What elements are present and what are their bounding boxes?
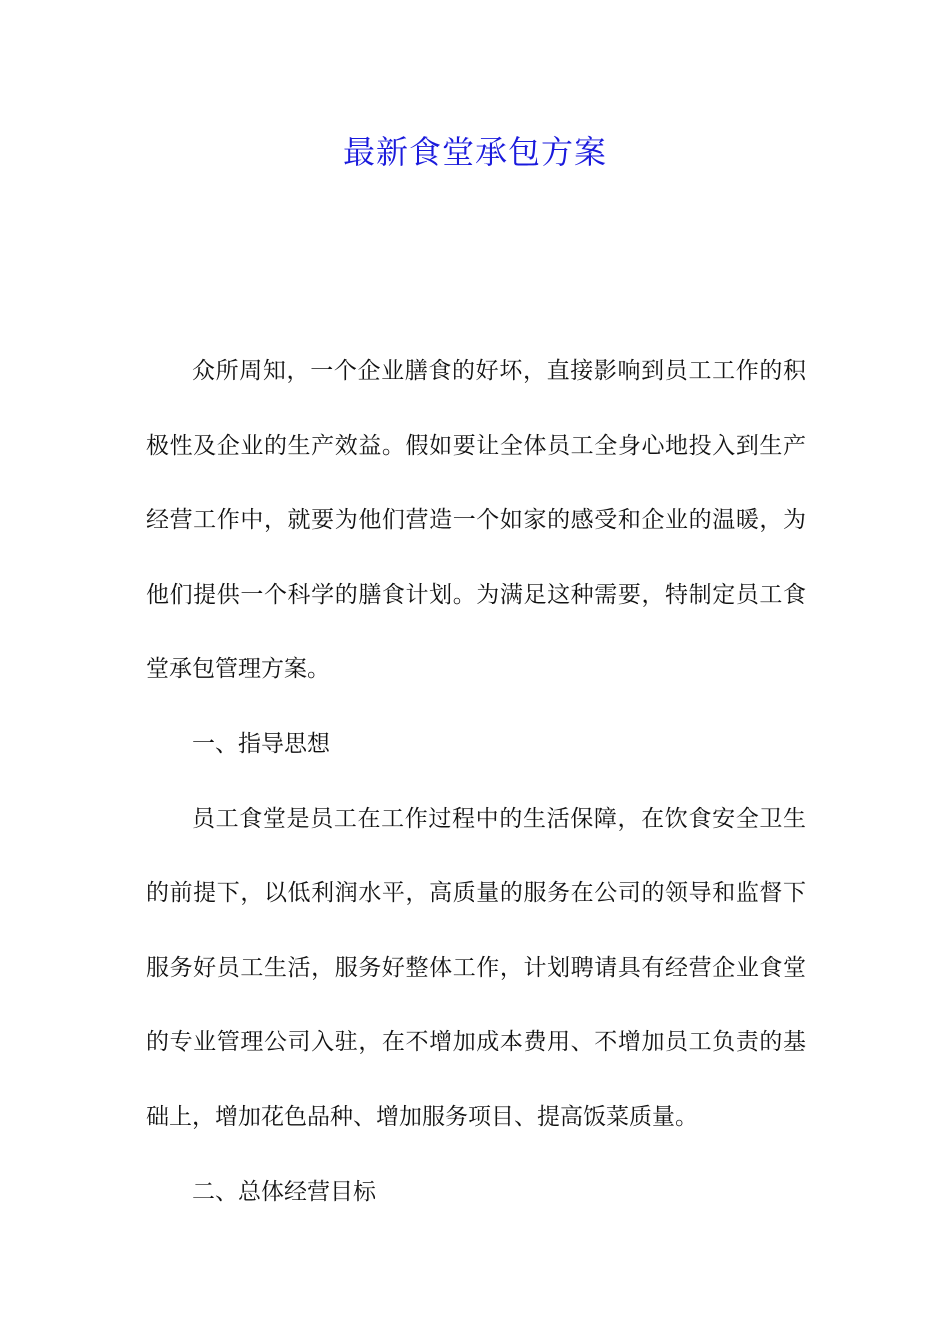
section-heading-business-goals: 二、总体经营目标 xyxy=(192,1178,376,1205)
guiding-ideology-paragraph: 员工食堂是员工在工作过程中的生活保障，在饮食安全卫生的前提下，以低利润水平，高质量的服务在公司的领导和监督下服务好员工生活，服务好整体工作，计划聘请具有经营企业食堂的专业管理公司入驻，在不增加成本费用、不增加员工负责的基础上，增加花色品种、增加服务项目、提高饭菜质量。 xyxy=(146,805,806,1130)
document-body xyxy=(146,334,806,1229)
section-heading-guiding-ideology: 一、指导思想 xyxy=(192,730,330,757)
intro-paragraph: 众所周知，一个企业膳食的好坏，直接影响到员工工作的积极性及企业的生产效益。假如要让全体员工全身心地投入到生产经营工作中，就要为他们营造一个如家的感受和企业的温暖，为他们提供一个科学的膳食计划。为满足这种需要，特制定员工食堂承包管理方案。 xyxy=(146,358,806,683)
document-title: 最新食堂承包方案 xyxy=(342,133,607,171)
